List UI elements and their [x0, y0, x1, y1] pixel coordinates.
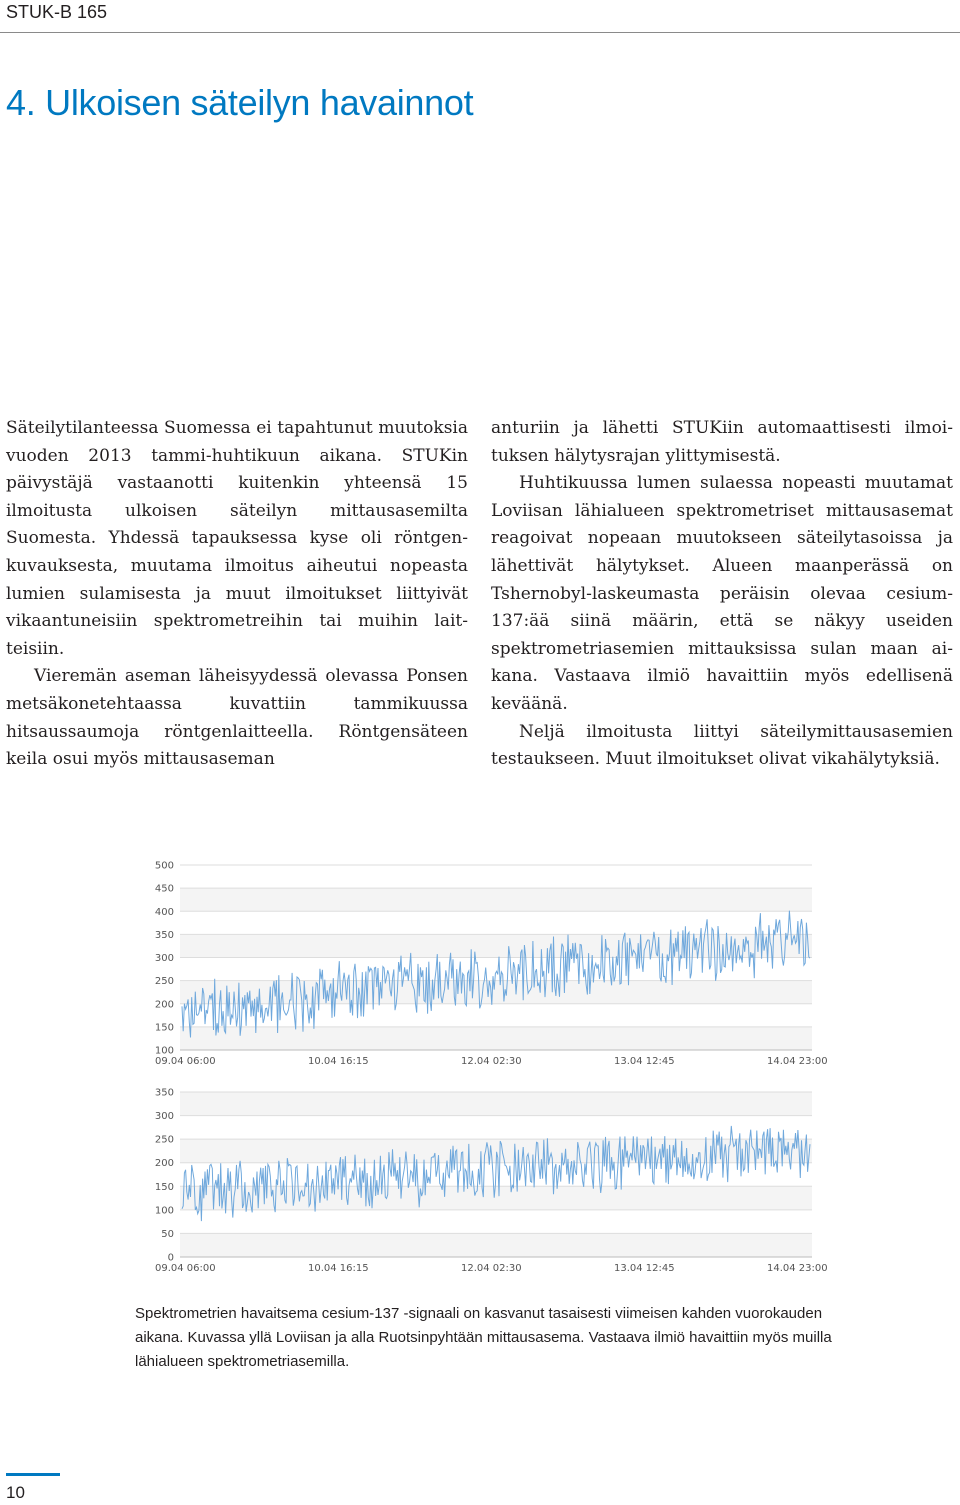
- chart-svg: [140, 855, 828, 1070]
- y-tick-label: 150: [154, 1022, 174, 1034]
- right-text-column: [491, 415, 953, 774]
- publication-series: STUK-B 165: [6, 2, 108, 22]
- y-tick-label: 300: [154, 953, 174, 964]
- page-number: 10: [6, 1483, 25, 1502]
- grid-band: [180, 1233, 812, 1257]
- page-number-rule: [6, 1473, 60, 1476]
- loviisa-cesium-chart: [140, 855, 828, 1070]
- chapter-title: 4. Ulkoisen säteilyn havainnot: [6, 82, 474, 123]
- grid-band: [180, 1186, 812, 1210]
- y-tick-label: 450: [154, 883, 174, 895]
- series-line: [182, 911, 810, 1038]
- x-tick-label: 09.04 06:00: [155, 1263, 216, 1274]
- grid-band: [180, 888, 812, 911]
- paragraph: Huhtikuussa lumen sulaessa nopeasti muutamat Loviisan lähialueen spektrometriset mittausasemat reagoivat nopeaan muutokseen säteilytasoissa ja lähettivät hälytykset. Alueen maanperässä on Tshernobyl-laskeumasta peräisin olevaa cesium-137:ää siinä määrin, että se näkyy useiden spektrometriasemien mittauksissa sulan maan aikana. Vastaava ilmiö havaittiin myös edellisenä keväänä.: [491, 473, 953, 714]
- x-tick-label: 13.04 12:45: [614, 1056, 675, 1067]
- header-divider: [0, 32, 960, 33]
- x-tick-label: 12.04 02:30: [461, 1263, 522, 1274]
- x-tick-label: 14.04 23:00: [767, 1263, 828, 1274]
- x-tick-label: 13.04 12:45: [614, 1263, 675, 1274]
- y-tick-label: 350: [154, 929, 174, 941]
- y-tick-label: 500: [154, 860, 174, 872]
- y-tick-label: 400: [154, 906, 174, 918]
- paragraph: anturiin ja lähetti STUKiin automaattisesti ilmoituksen hälytysrajan ylittymisestä.: [491, 418, 953, 466]
- y-tick-label: 200: [154, 1158, 174, 1170]
- y-tick-label: 50: [161, 1228, 174, 1240]
- y-tick-label: 0: [167, 1252, 174, 1264]
- left-text-column: [6, 415, 468, 774]
- paragraph: Neljä ilmoitusta liittyi säteilymittausasemien testaukseen. Muut ilmoitukset olivat vikahälytyksiä.: [491, 721, 953, 770]
- y-tick-label: 300: [154, 1111, 174, 1123]
- y-tick-label: 250: [154, 1134, 174, 1146]
- y-tick-label: 250: [154, 976, 174, 988]
- figure-caption: Spektrometrien havaitsema cesium-137 -signaali on kasvanut tasaisesti viimeisen kahden vuorokauden aikana. Kuvassa yllä Loviisan ja alla Ruotsinpyhtään mittausasema. Vastaava ilmiö havaittiin myös muilla lähialueen spektrometriasemilla.: [135, 1305, 832, 1370]
- x-tick-label: 09.04 06:00: [155, 1056, 216, 1067]
- paragraph: Säteilytilanteessa Suomessa ei tapahtunut muutoksia vuoden 2013 tammi-huhtikuun aikana. STUKin päivystäjä vastaanotti kuitenkin yhteensä 15 ilmoitusta ulkoisen säteilyn mittausasemilta Suomesta. Yhdessä tapauksessa kyse oli röntgenkuvauksesta, muutama ilmoitus aiheutui nopeasta lumien sulamisesta ja muut ilmoitukset liittyivät vikaantuneisiin spektrometreihin tai muihin laitteisiin.: [6, 418, 468, 659]
- x-tick-label: 10.04 16:15: [308, 1263, 369, 1274]
- y-tick-label: 100: [154, 1045, 174, 1057]
- x-tick-label: 10.04 16:15: [308, 1056, 369, 1067]
- paragraph: Vieremän aseman läheisyydessä olevassa Ponsen metsäkonetehtaassa kuvattiin tammikuussa hitsaussaumoja röntgenlaitteella. Röntgensäteen keila osui myös mittausaseman: [6, 666, 468, 770]
- chart-svg: [140, 1082, 828, 1277]
- grid-band: [180, 1027, 812, 1050]
- y-tick-label: 150: [154, 1181, 174, 1193]
- x-tick-label: 14.04 23:00: [767, 1056, 828, 1067]
- y-tick-label: 100: [154, 1205, 174, 1217]
- page-header: [0, 0, 960, 34]
- y-tick-label: 350: [154, 1087, 174, 1099]
- ruotsinpyhtaa-cesium-chart: [140, 1082, 828, 1277]
- grid-band: [180, 1092, 812, 1116]
- x-tick-label: 12.04 02:30: [461, 1056, 522, 1067]
- y-tick-label: 200: [154, 999, 174, 1011]
